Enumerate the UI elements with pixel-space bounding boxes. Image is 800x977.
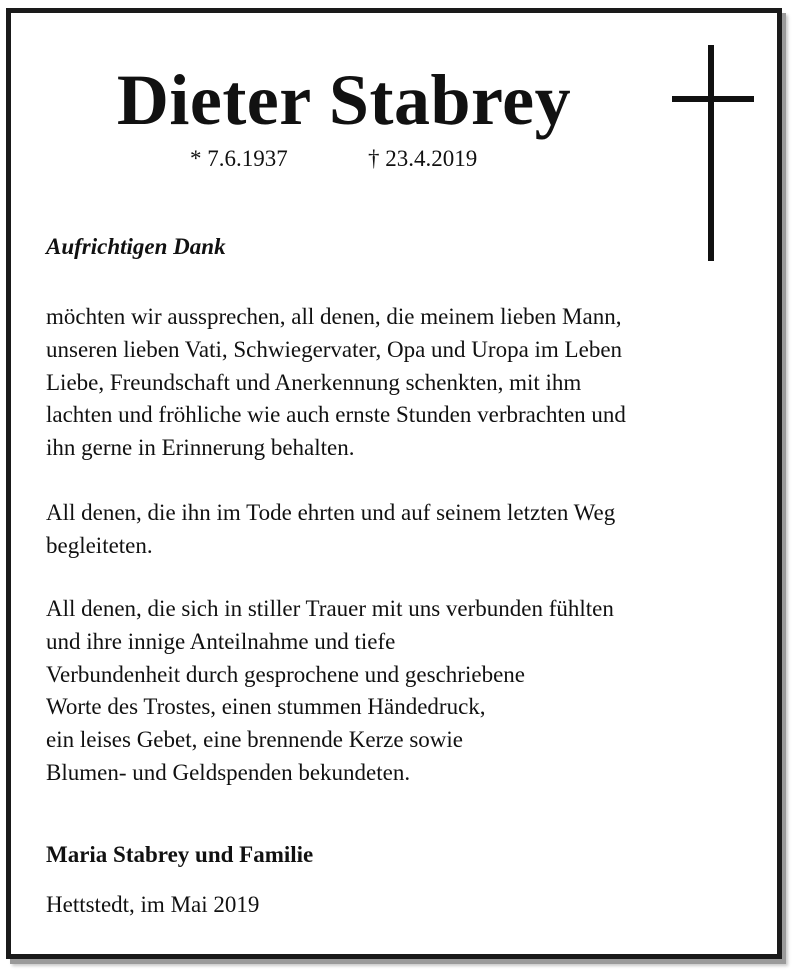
text-line: All denen, die sich in stiller Trauer mit uns verbunden fühlten — [46, 596, 614, 621]
text-line: unseren lieben Vati, Schwiegervater, Opa und Uropa im Leben — [46, 336, 623, 362]
text-line: möchten wir aussprechen, all denen, die meinem lieben Mann, — [46, 304, 622, 329]
text-line: Verbundenheit durch gesprochene und geschriebene — [46, 661, 525, 687]
signature: Maria Stabrey und Familie — [46, 842, 314, 867]
text-line: begleiteten. — [46, 532, 153, 558]
text-line: und ihre innige Anteilnahme und tiefe — [46, 628, 396, 654]
text-line: Worte des Trostes, einen stummen Händedruck, — [46, 694, 486, 720]
place-date: Hettstedt, im Mai 2019 — [46, 892, 260, 917]
text-line: ihn gerne in Erinnerung behalten. — [46, 435, 355, 461]
birth-date: * 7.6.1937 — [190, 146, 288, 171]
deceased-name: Dieter Stabrey — [116, 60, 572, 140]
text-line: lachten und fröhliche wie auch ernste Stunden verbrachten und — [46, 402, 626, 428]
text-line: All denen, die ihn im Tode ehrten und auf seinem letzten Weg — [46, 500, 616, 525]
death-date: † 23.4.2019 — [368, 146, 478, 171]
paragraph-condolences — [46, 593, 776, 790]
paragraph-funeral — [46, 497, 776, 563]
thanks-heading: Aufrichtigen Dank — [46, 234, 226, 259]
text-line: ein leises Gebet, eine brennende Kerze sowie — [46, 727, 464, 753]
text-line: Blumen- und Geldspenden bekundeten. — [46, 759, 411, 785]
cross-vertical-bar — [708, 45, 714, 261]
paragraph-thanks — [46, 301, 776, 465]
text-line: Liebe, Freundschaft und Anerkennung schenkten, mit ihm — [46, 369, 582, 395]
